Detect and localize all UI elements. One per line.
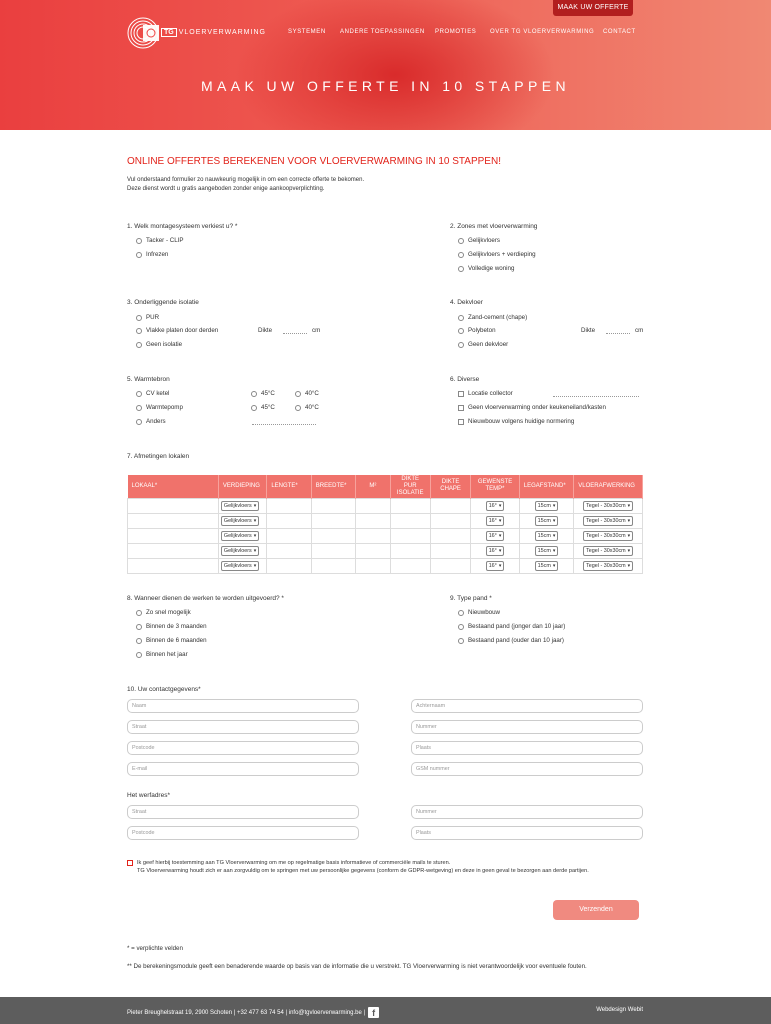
col-m2: M²: [356, 475, 390, 498]
table-cell: [519, 498, 574, 513]
radio-button[interactable]: [136, 624, 142, 630]
breedte-cell[interactable]: [311, 513, 355, 528]
q8-option[interactable]: [136, 623, 207, 630]
q1-option[interactable]: [136, 251, 168, 258]
dikte-label: Dikte: [581, 327, 596, 334]
option-label: Geen vloerverwarming onder keukeneiland/kasten: [468, 404, 606, 411]
q8-option[interactable]: [136, 651, 188, 658]
checkbox[interactable]: [458, 391, 464, 397]
q3-option[interactable]: [136, 341, 182, 348]
q9-option[interactable]: [458, 609, 500, 616]
vloerafwerking-select[interactable]: Tegel - 30x30cm ▾: [583, 546, 633, 556]
dikte-pur-cell[interactable]: [390, 498, 430, 513]
checkbox[interactable]: [458, 405, 464, 411]
consent-line-2: TG Vloerverwarming houdt zich er aan zorgvuldig om te springen met uw persoonlijke gegevens (conform de GDPR-wetgeving) en deze in geen geval te bezorgen aan derde partijen.: [137, 868, 589, 874]
q6-option[interactable]: [458, 404, 606, 411]
q8-option[interactable]: [136, 637, 207, 644]
footer-address: [127, 1007, 379, 1018]
option-label: Gelijkvloers + verdieping: [468, 251, 536, 258]
col-lokaal: LOKAAL*: [128, 475, 219, 498]
m2-cell[interactable]: [356, 498, 390, 513]
q4-option[interactable]: [458, 314, 527, 321]
straat-input[interactable]: Straat: [127, 720, 359, 734]
option-label: Anders: [146, 418, 166, 425]
q2-option[interactable]: [458, 237, 500, 244]
dikte-dekvloer-input[interactable]: [606, 333, 630, 334]
vloerafwerking-select[interactable]: Tegel - 30x30cm ▾: [583, 561, 633, 571]
dikte-chape-cell[interactable]: [430, 498, 470, 513]
option-label: Warmtepomp: [146, 404, 183, 411]
werf-straat-input[interactable]: Straat: [127, 805, 359, 819]
disclaimer-note: ** De berekeningsmodule geeft een benaderende waarde op basis van de informatie die u verstrekt. TG Vloerverwarming is niet verantwoordelijk voor eventuele fouten.: [127, 963, 587, 970]
q9-title: 9. Type pand *: [450, 595, 492, 602]
radio-button[interactable]: [458, 252, 464, 258]
option-label: CV ketel: [146, 390, 170, 397]
logo-text: TG VLOERVERWARMING: [161, 29, 266, 36]
option-label: Nieuwbouw volgens huidige normering: [468, 418, 575, 425]
consent-text: [137, 859, 589, 875]
option-label: Zand-cement (chape): [468, 314, 528, 321]
option-label: Binnen het jaar: [146, 651, 188, 658]
temp-select[interactable]: 16° ▾: [486, 546, 505, 556]
breedte-cell[interactable]: [311, 559, 355, 574]
col-legafstand: LEGAFSTAND*: [519, 475, 574, 498]
option-label: Volledige woning: [468, 265, 515, 272]
q7-title: 7. Afmetingen lokalen: [127, 453, 190, 460]
dikte-pur-cell[interactable]: [390, 544, 430, 559]
table-cell: [519, 528, 574, 543]
radio-button[interactable]: [458, 328, 464, 334]
dikte-pur-cell[interactable]: [390, 559, 430, 574]
dikte-chape-cell[interactable]: [430, 559, 470, 574]
m2-cell[interactable]: [356, 528, 390, 543]
q3-title: 3. Onderliggende isolatie: [127, 299, 199, 306]
q6-option[interactable]: [458, 390, 513, 397]
dikte-pur-cell[interactable]: [390, 528, 430, 543]
consent-line-1: Ik geef hierbij toestemming aan TG Vloerverwarming om me op regelmatige basis informatieve of commerciële mails te sturen.: [137, 860, 451, 866]
werfadres-title: Het werfadres*: [127, 792, 170, 799]
q4-option[interactable]: [458, 341, 508, 348]
radio-button[interactable]: [136, 638, 142, 644]
unit-label: cm: [312, 327, 321, 334]
anders-input[interactable]: [252, 424, 316, 425]
hero-banner: [0, 0, 771, 130]
table-cell: [471, 544, 519, 559]
consent-block: [127, 859, 589, 875]
option-label: Bestaand pand (jonger dan 10 jaar): [468, 623, 566, 630]
vloerafwerking-select[interactable]: Tegel - 30x30cm ▾: [583, 516, 633, 526]
table-cell: [471, 528, 519, 543]
vloerafwerking-select[interactable]: Tegel - 30x30cm ▾: [583, 501, 633, 511]
table-row: [128, 559, 643, 574]
table-cell: [218, 528, 266, 543]
legafstand-select[interactable]: 15cm ▾: [535, 561, 559, 571]
option-label: Polybeton: [468, 327, 496, 334]
m2-cell[interactable]: [356, 544, 390, 559]
radio-button[interactable]: [295, 391, 301, 397]
email-input[interactable]: E-mail: [127, 762, 359, 776]
radio-button[interactable]: [251, 391, 257, 397]
col-verdieping: VERDIEPING: [218, 475, 266, 498]
q8-option[interactable]: [136, 609, 191, 616]
logo[interactable]: [127, 17, 266, 49]
table-cell: [218, 498, 266, 513]
footer: [0, 997, 771, 1024]
nav-item-systemen[interactable]: SYSTEMEN: [288, 29, 326, 35]
table-cell: [218, 544, 266, 559]
table-cell: [519, 544, 574, 559]
locatie-collector-input[interactable]: [553, 396, 639, 397]
lokaal-cell[interactable]: [128, 544, 219, 559]
unit-label: cm: [635, 327, 644, 334]
legafstand-select[interactable]: 15cm ▾: [535, 546, 559, 556]
radio-button[interactable]: [136, 328, 142, 334]
option-label: Infrezen: [146, 251, 169, 258]
submit-button[interactable]: Verzenden: [553, 900, 639, 920]
dikte-label: Dikte: [258, 327, 273, 334]
werf-nummer-input[interactable]: Nummer: [411, 805, 643, 819]
table-header-row: [128, 475, 643, 498]
lokaal-cell[interactable]: [128, 559, 219, 574]
q2-title: 2. Zones met vloerverwarming: [450, 223, 538, 230]
option-label: Locatie collector: [468, 390, 513, 397]
page-title: MAAK UW OFFERTE IN 10 STAPPEN: [200, 78, 570, 94]
dikte-isolatie-input[interactable]: [283, 333, 307, 334]
col-breedte: BREEDTE*: [311, 475, 355, 498]
legafstand-select[interactable]: 15cm ▾: [535, 531, 559, 541]
radio-button[interactable]: [136, 391, 142, 397]
option-label: Zo snel mogelijk: [146, 609, 191, 616]
facebook-icon[interactable]: f: [368, 1007, 379, 1018]
table-cell: [574, 513, 643, 528]
verdieping-select[interactable]: Gelijkvloers ▾: [221, 531, 259, 541]
table-cell: [471, 559, 519, 574]
dikte-chape-cell[interactable]: [430, 528, 470, 543]
q4-option[interactable]: [458, 327, 496, 334]
q5-option[interactable]: [136, 390, 169, 397]
q3-option[interactable]: [136, 327, 218, 334]
radio-button[interactable]: [458, 315, 464, 321]
table-cell: [218, 559, 266, 574]
vloerafwerking-select[interactable]: Tegel - 30x30cm ▾: [583, 531, 633, 541]
logo-mark-icon: [127, 17, 159, 49]
q6-title: 6. Diverse: [450, 376, 480, 383]
option-label: 45°C: [261, 390, 275, 397]
lokaal-cell[interactable]: [128, 513, 219, 528]
radio-button[interactable]: [136, 315, 142, 321]
temp-select[interactable]: 16° ▾: [486, 531, 505, 541]
col-dikte-chape: DIKTE CHAPE: [430, 475, 470, 498]
radio-button[interactable]: [251, 405, 257, 411]
intro-line-1: Vul onderstaand formulier zo nauwkeurig mogelijk in om een correcte offerte te bekomen.: [127, 177, 365, 183]
option-label: PUR: [146, 314, 160, 321]
table-row: [128, 544, 643, 559]
radio-button[interactable]: [458, 342, 464, 348]
table-cell: [574, 498, 643, 513]
lengte-cell[interactable]: [267, 544, 311, 559]
q2-option[interactable]: [458, 265, 514, 272]
m2-cell[interactable]: [356, 513, 390, 528]
table-cell: [574, 544, 643, 559]
q1-title: 1. Welk montagesysteem verkiest u? *: [127, 223, 238, 230]
table-cell: [519, 513, 574, 528]
footer-address-text: Pieter Breughelstraat 19, 2900 Schoten | +32 477 63 74 54 | info@tgvloerverwarming.be |: [127, 1009, 366, 1016]
q2-option[interactable]: [458, 251, 536, 258]
q5-title: 5. Warmtebron: [127, 376, 170, 383]
nav-item-contact[interactable]: CONTACT: [603, 29, 636, 35]
rooms-table: [127, 475, 643, 574]
verdieping-select[interactable]: Gelijkvloers ▾: [221, 561, 259, 571]
temp-option[interactable]: [251, 404, 275, 411]
verdieping-select[interactable]: Gelijkvloers ▾: [221, 501, 259, 511]
breedte-cell[interactable]: [311, 544, 355, 559]
naam-input[interactable]: Naam: [127, 699, 359, 713]
lengte-cell[interactable]: [267, 528, 311, 543]
q4-title: 4. Dekvloer: [450, 299, 483, 306]
lengte-cell[interactable]: [267, 513, 311, 528]
dikte-pur-cell[interactable]: [390, 513, 430, 528]
legafstand-select[interactable]: 15cm ▾: [535, 501, 559, 511]
gsm-input[interactable]: GSM nummer: [411, 762, 643, 776]
footer-credit[interactable]: Webdesign Webit: [596, 1007, 643, 1013]
quote-button[interactable]: MAAK UW OFFERTE: [553, 0, 633, 16]
radio-button[interactable]: [458, 238, 464, 244]
table-row: [128, 528, 643, 543]
temp-select[interactable]: 16° ▾: [486, 516, 505, 526]
lokaal-cell[interactable]: [128, 528, 219, 543]
radio-button[interactable]: [295, 405, 301, 411]
radio-button[interactable]: [136, 405, 142, 411]
radio-button[interactable]: [136, 610, 142, 616]
q3-option[interactable]: [136, 314, 159, 321]
verdieping-select[interactable]: Gelijkvloers ▾: [221, 516, 259, 526]
table-row: [128, 498, 643, 513]
lokaal-cell[interactable]: [128, 498, 219, 513]
q9-option[interactable]: [458, 623, 565, 630]
table-cell: [519, 559, 574, 574]
option-label: 40°C: [305, 404, 319, 411]
lengte-cell[interactable]: [267, 498, 311, 513]
q9-option[interactable]: [458, 637, 564, 644]
radio-button[interactable]: [458, 266, 464, 272]
nav-item-andere-toepassingen[interactable]: ANDERE TOEPASSINGEN: [340, 29, 425, 35]
radio-button[interactable]: [458, 610, 464, 616]
q8-title: 8. Wanneer dienen de werken te worden uitgevoerd? *: [127, 595, 284, 602]
table-cell: [218, 513, 266, 528]
werf-plaats-input[interactable]: Plaats: [411, 826, 643, 840]
dikte-chape-cell[interactable]: [430, 544, 470, 559]
temp-option[interactable]: [295, 390, 319, 397]
q5-option[interactable]: [136, 404, 183, 411]
postcode-input[interactable]: Postcode: [127, 741, 359, 755]
radio-button[interactable]: [136, 252, 142, 258]
radio-button[interactable]: [458, 624, 464, 630]
nav-item-promoties[interactable]: PROMOTIES: [435, 29, 477, 35]
col-vloerafwerking: VLOERAFWERKING: [574, 475, 643, 498]
option-label: Bestaand pand (ouder dan 10 jaar): [468, 637, 564, 644]
radio-button[interactable]: [136, 238, 142, 244]
radio-button[interactable]: [136, 342, 142, 348]
radio-button[interactable]: [136, 419, 142, 425]
q6-option[interactable]: [458, 418, 574, 425]
verdieping-select[interactable]: Gelijkvloers ▾: [221, 546, 259, 556]
lengte-cell[interactable]: [267, 559, 311, 574]
achternaam-input[interactable]: Achternaam: [411, 699, 643, 713]
col-dikte-pur: DIKTE PUR ISOLATIE: [390, 475, 430, 498]
breedte-cell[interactable]: [311, 498, 355, 513]
werf-postcode-input[interactable]: Postcode: [127, 826, 359, 840]
form-heading: ONLINE OFFERTES BEREKENEN VOOR VLOERVERWARMING IN 10 STAPPEN!: [127, 156, 501, 167]
m2-cell[interactable]: [356, 559, 390, 574]
intro-line-2: Deze dienst wordt u gratis aangeboden zonder enige aankoopverplichting.: [127, 186, 325, 192]
option-label: Geen isolatie: [146, 341, 183, 348]
breedte-cell[interactable]: [311, 528, 355, 543]
plaats-input[interactable]: Plaats: [411, 741, 643, 755]
table-row: [128, 513, 643, 528]
legafstand-select[interactable]: 15cm ▾: [535, 516, 559, 526]
option-label: Geen dekvloer: [468, 341, 509, 348]
consent-checkbox[interactable]: [127, 860, 133, 866]
temp-option[interactable]: [295, 404, 319, 411]
option-label: 40°C: [305, 390, 319, 397]
temp-select[interactable]: 16° ▾: [486, 561, 505, 571]
option-label: Binnen de 6 maanden: [146, 637, 207, 644]
q5-option[interactable]: [136, 418, 166, 425]
option-label: Gelijkvloers: [468, 237, 500, 244]
option-label: 45°C: [261, 404, 275, 411]
intro-text: [127, 176, 364, 194]
temp-option[interactable]: [251, 390, 275, 397]
option-label: Tacker - CLIP: [146, 237, 184, 244]
table-cell: [574, 528, 643, 543]
option-label: Nieuwbouw: [468, 609, 500, 616]
temp-select[interactable]: 16° ▾: [486, 501, 505, 511]
col-lengte: LENGTE*: [267, 475, 311, 498]
nummer-input[interactable]: Nummer: [411, 720, 643, 734]
radio-button[interactable]: [136, 652, 142, 658]
radio-button[interactable]: [458, 638, 464, 644]
option-label: Vlakke platen door derden: [146, 327, 219, 334]
table-cell: [574, 559, 643, 574]
col-temp: GEWENSTE TEMP*: [471, 475, 519, 498]
q1-option[interactable]: [136, 237, 183, 244]
checkbox[interactable]: [458, 419, 464, 425]
nav-item-over[interactable]: OVER TG VLOERVERWARMING: [490, 29, 595, 35]
table-cell: [471, 498, 519, 513]
required-note: * = verplichte velden: [127, 945, 183, 952]
option-label: Binnen de 3 maanden: [146, 623, 207, 630]
dikte-chape-cell[interactable]: [430, 513, 470, 528]
table-cell: [471, 513, 519, 528]
q10-title: 10. Uw contactgegevens*: [127, 686, 201, 693]
